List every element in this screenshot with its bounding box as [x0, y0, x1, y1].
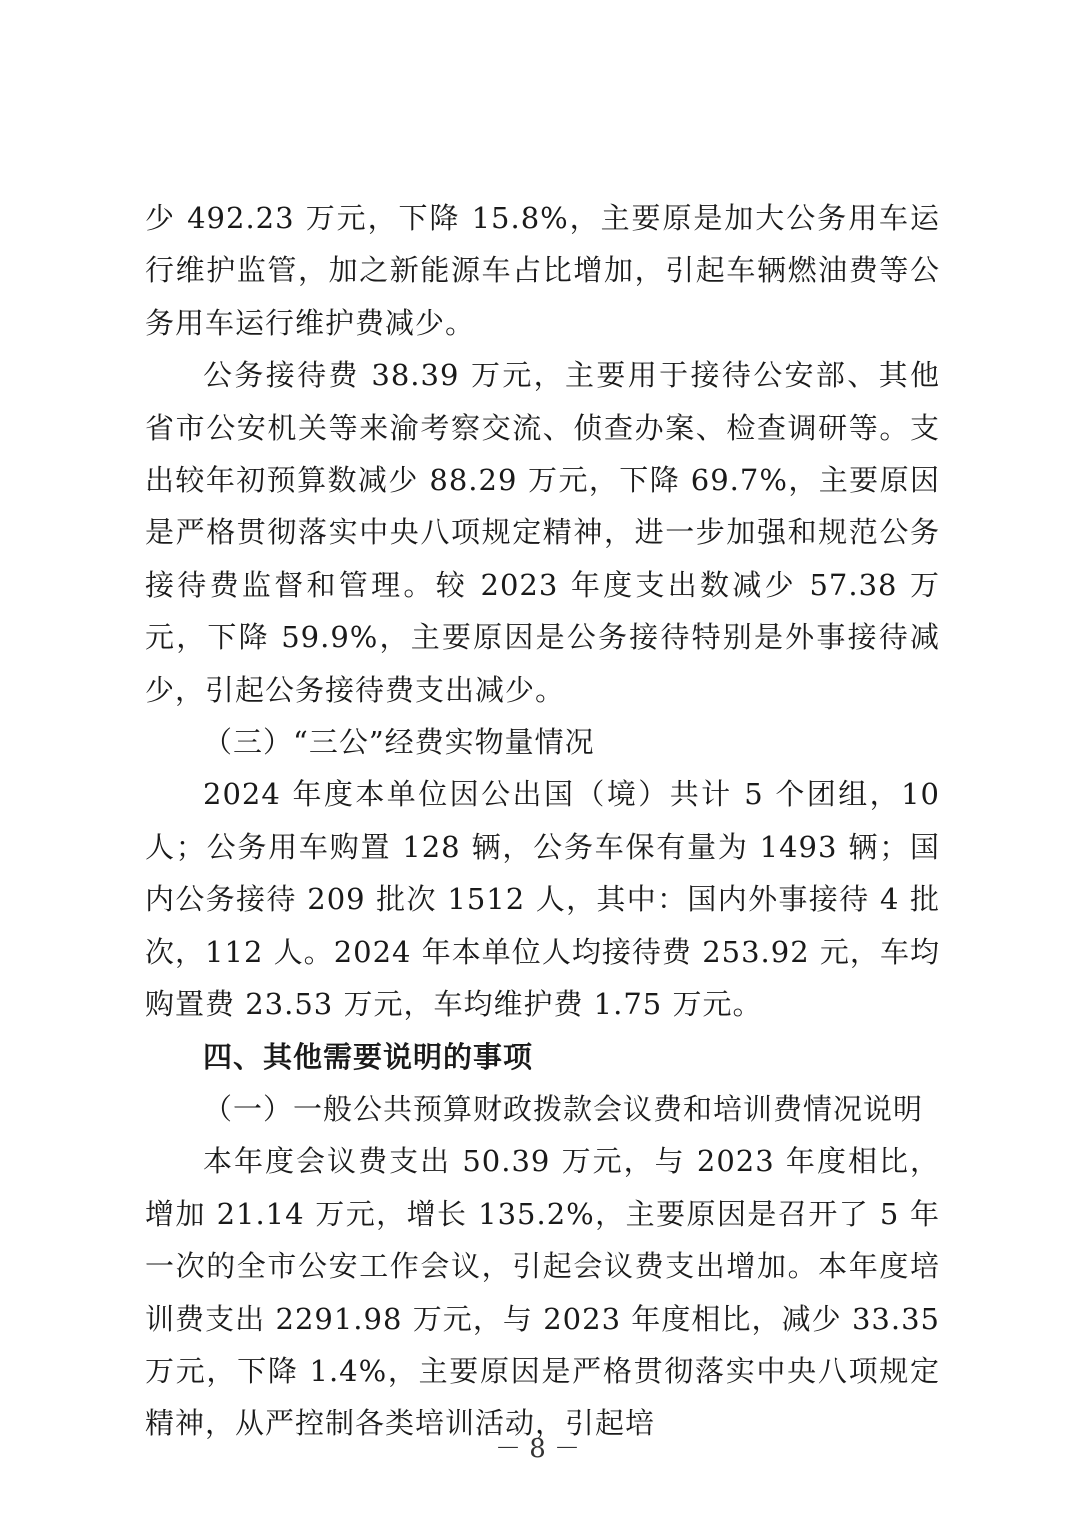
- heading-meeting-training-fees: （一）一般公共预算财政拨款会议费和培训费情况说明: [203, 1091, 924, 1126]
- page-number: － 8 －: [494, 1434, 581, 1464]
- page-content: [145, 192, 940, 1450]
- paragraph-vehicle-maintenance: 少 492.23 万元，下降 15.8%，主要原是加大公务用车运行维护监管，加之新能源车占比增加，引起车辆燃油费等公务用车运行维护费减少。: [145, 201, 940, 340]
- paragraph-meeting-training: 本年度会议费支出 50.39 万元，与 2023 年度相比，增加 21.14 万元，增长 135.2%，主要原因是召开了 5 年一次的全市公安工作会议，引起会议费支出增加。本年度培训费支出 2291.98 万元，与 2023 年度相比，减少 33.35 万元，下降 1.4%，主要原因是严格贯彻落实中央八项规定精神，从严控制各类培训活动，引起培: [145, 1144, 940, 1441]
- heading-three-public-quantity: （三）“三公”经费实物量情况: [203, 725, 595, 760]
- paragraph-reception-fee: 公务接待费 38.39 万元，主要用于接待公安部、其他省市公安机关等来渝考察交流、侦查办案、检查调研等。支出较年初预算数减少 88.29 万元，下降 69.7%，主要原因是严格贯彻落实中央八项规定精神，进一步加强和规范公务接待费监督和管理。较 2023 年度支出数减少 57.38 万元，下降 59.9%，主要原因是公务接待特别是外事接待减少，引起公务接待费支出减少。: [145, 358, 940, 707]
- heading-other-matters: 四、其他需要说明的事项: [203, 1039, 534, 1074]
- paragraph-physical-quantity: 2024 年度本单位因公出国（境）共计 5 个团组，10 人；公务用车购置 128 辆，公务车保有量为 1493 辆；国内公务接待 209 批次 1512 人，其中：国内外事接待 4 批次，112 人。2024 年本单位人均接待费 253.92 元，车均购置费 23.53 万元，车均维护费 1.75 万元。: [145, 777, 940, 1022]
